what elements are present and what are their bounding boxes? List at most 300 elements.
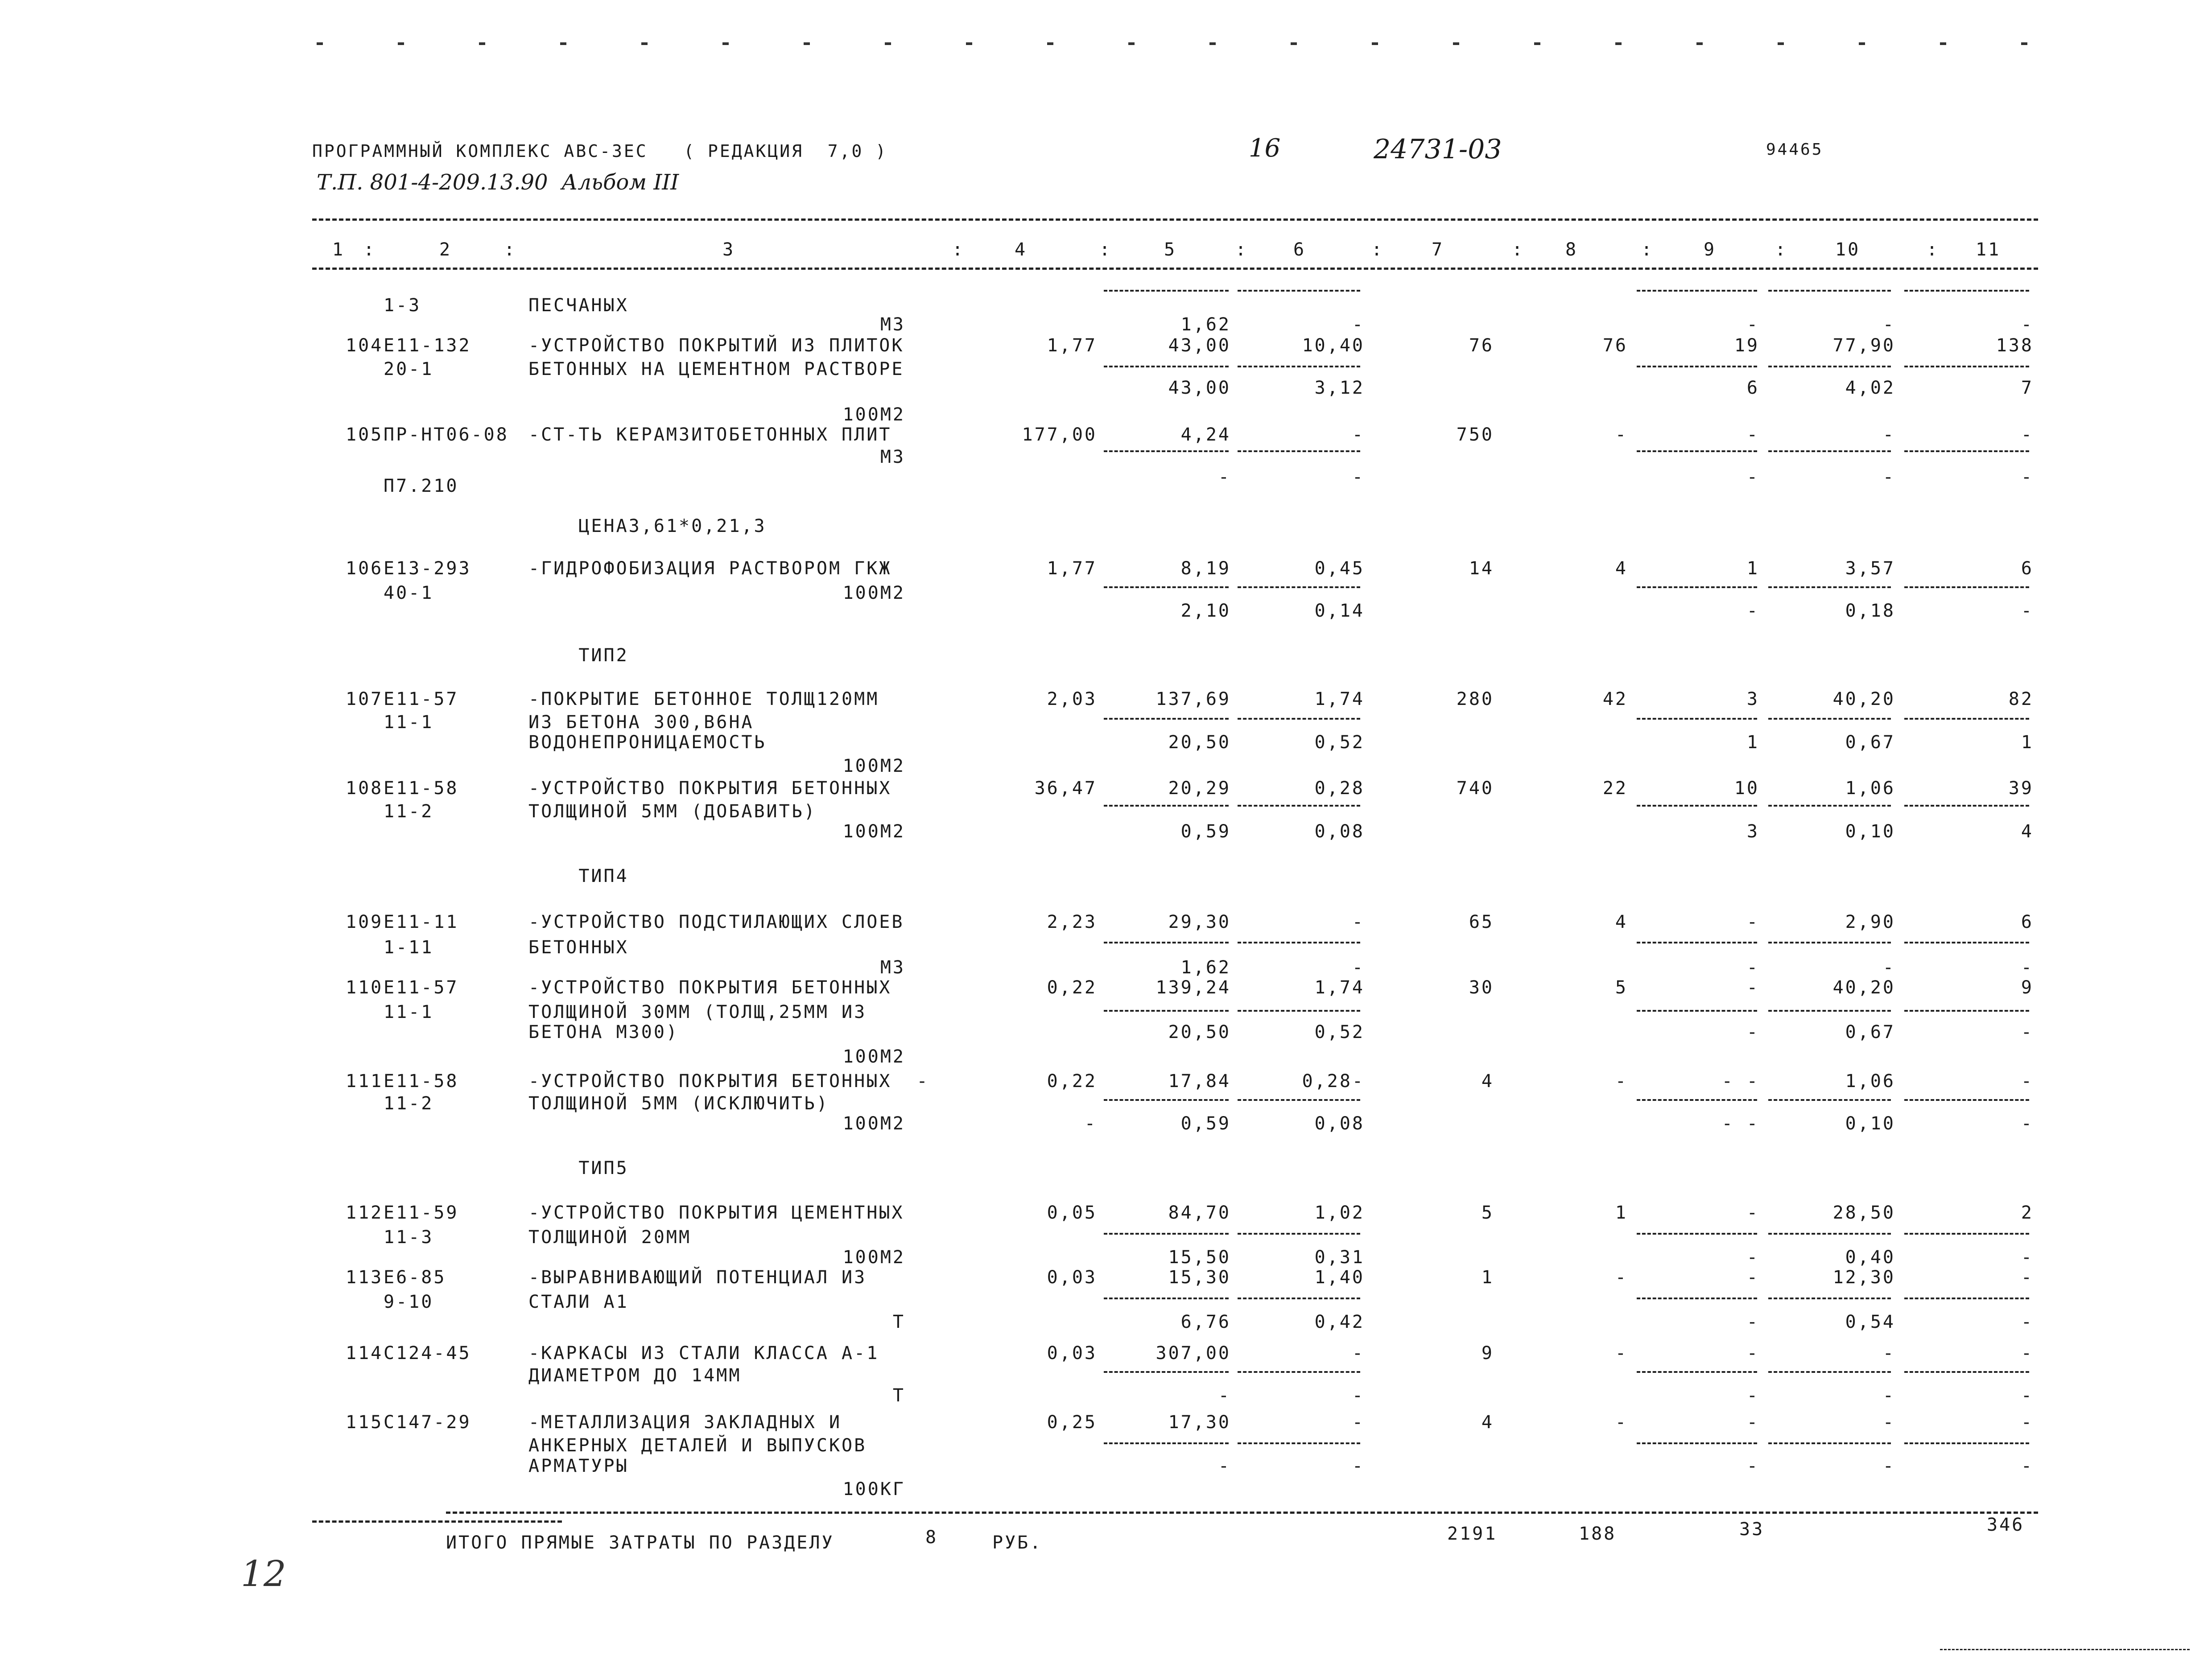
table-cell-col11: 2: [2021, 1203, 2034, 1223]
unit-cell: 100КГ: [842, 1479, 905, 1499]
table-cell-col3: ТОЛЩИНОЙ 20ММ: [528, 1227, 692, 1248]
table-cell-col10: 28,50: [1832, 1203, 1895, 1223]
table-cell-col8: 22: [1602, 778, 1628, 799]
column-separator: :: [1099, 239, 1112, 260]
cell-rule: [1768, 1233, 1891, 1235]
column-header: 3: [722, 239, 735, 260]
unit-cell: Т: [892, 1312, 905, 1332]
total-top-rule: [446, 1512, 2038, 1514]
table-cell-col9: 6: [1746, 378, 1759, 398]
table-cell-col6: -: [1352, 912, 1365, 932]
table-cell-col10: 40,20: [1832, 689, 1895, 709]
table-cell-col3: -ГИДРОФОБИЗАЦИЯ РАСТВОРОМ ГКЖ: [528, 558, 892, 579]
table-cell-col2: 1-11: [384, 937, 434, 958]
table-cell-col4: 1,77: [1047, 558, 1097, 579]
cell-rule: [1768, 1371, 1891, 1373]
table-cell-col11: 6: [2021, 912, 2034, 932]
unit-cell: 100М2: [842, 1247, 905, 1268]
table-cell-col5: 4,24: [1180, 424, 1231, 445]
table-cell-col9: 19: [1734, 335, 1759, 356]
table-cell-col11: -: [2021, 1022, 2034, 1042]
table-cell-col4: 2,03: [1047, 689, 1097, 709]
table-cell-col3: -УСТРОЙСТВО ПОДСТИЛАЮЩИХ СЛОЕВ: [528, 912, 904, 932]
cell-rule: [1637, 942, 1757, 943]
table-cell-col5: 1,62: [1180, 957, 1231, 978]
table-cell-col6: 0,42: [1314, 1312, 1365, 1332]
column-separator: :: [363, 239, 376, 260]
table-cell-col10: 0,10: [1845, 1113, 1895, 1134]
handwritten-reference: Т.П. 801-4-209.13.90 Альбом III: [317, 170, 679, 195]
scan-bottom-rule: [1940, 1649, 2190, 1650]
cell-rule: [1637, 366, 1757, 367]
table-cell-col5: 43,00: [1168, 378, 1231, 398]
cell-rule: [1904, 290, 2029, 292]
table-cell-col9: -: [1746, 1267, 1759, 1288]
cell-rule: [1238, 366, 1360, 367]
table-cell-col6: 0,28-: [1302, 1071, 1365, 1092]
table-cell-col11: -: [2021, 1343, 2034, 1364]
table-cell-col11: -: [2021, 467, 2034, 487]
cell-rule: [1768, 718, 1891, 720]
cell-rule: [1904, 1442, 2029, 1444]
table-cell-col5: 2,10: [1180, 601, 1231, 621]
cell-rule: [1768, 1442, 1891, 1444]
table-cell-col7: 4: [1481, 1071, 1494, 1092]
table-cell-col2: Е6-85: [384, 1267, 446, 1288]
table-cell-col3: БЕТОНА М300): [528, 1022, 679, 1042]
cell-rule: [1238, 1233, 1360, 1235]
column-header: 8: [1565, 239, 1578, 260]
table-cell-col7: 76: [1469, 335, 1494, 356]
cell-rule: [1104, 805, 1229, 807]
table-cell-col11: -: [2021, 601, 2034, 621]
table-cell-col4: 2,23: [1047, 912, 1097, 932]
table-cell-col9: 3: [1746, 821, 1759, 842]
table-cell-col10: -: [1882, 1456, 1895, 1476]
table-cell-col5: -: [1218, 467, 1231, 487]
table-cell-col4: 0,22: [1047, 977, 1097, 998]
cell-rule: [1238, 1371, 1360, 1373]
table-cell-col6: 3,12: [1314, 378, 1365, 398]
table-cell-col1: 114: [346, 1343, 384, 1364]
table-cell-col5: 15,30: [1168, 1267, 1231, 1288]
table-cell-col2: 11-2: [384, 1093, 434, 1114]
cell-rule: [1104, 942, 1229, 943]
table-cell-col2: Е11-58: [384, 778, 459, 799]
program-header: ПРОГРАММНЫЙ КОМПЛЕКС АВС-ЗЕС ( РЕДАКЦИЯ 7,0 ): [312, 141, 888, 161]
table-cell-col8: 1: [1615, 1203, 1628, 1223]
scan-mark: [1778, 42, 1784, 45]
cell-rule: [1768, 1099, 1891, 1101]
table-cell-col1: 109: [346, 912, 384, 932]
table-cell-col6: -: [1352, 467, 1365, 487]
table-cell-col3: -УСТРОЙСТВО ПОКРЫТИЯ БЕТОННЫХ: [528, 778, 892, 799]
table-cell-col10: 3,57: [1845, 558, 1895, 579]
column-separator: :: [1775, 239, 1788, 260]
table-cell-col2: Е11-57: [384, 689, 459, 709]
table-cell-col5: 29,30: [1168, 912, 1231, 932]
table-cell-col1: 107: [346, 689, 384, 709]
column-header: 1: [332, 239, 345, 260]
table-cell-col10: 12,30: [1832, 1267, 1895, 1288]
unit-cell: М3: [880, 447, 905, 467]
cell-rule: [1637, 1371, 1757, 1373]
table-cell-col5: 307,00: [1156, 1343, 1231, 1364]
cell-rule: [1904, 1233, 2029, 1235]
table-cell-col2: Е11-59: [384, 1203, 459, 1223]
table-cell-col9: 1: [1746, 732, 1759, 753]
column-separator: :: [1512, 239, 1525, 260]
table-cell-col10: -: [1882, 1412, 1895, 1433]
table-cell-col10: 77,90: [1832, 335, 1895, 356]
table-cell-col6: -: [1352, 1385, 1365, 1406]
table-cell-col5: 84,70: [1168, 1203, 1231, 1223]
table-cell-col4: 0,25: [1047, 1412, 1097, 1433]
table-cell-col3: ТОЛЩИНОЙ 5ММ (ДОБАВИТЬ): [528, 801, 817, 822]
cell-rule: [1104, 1010, 1229, 1012]
scan-mark: [1128, 42, 1135, 45]
table-cell-col6: 1,74: [1314, 977, 1365, 998]
table-cell-col4: 36,47: [1034, 778, 1097, 799]
column-separator: :: [952, 239, 965, 260]
table-cell-col9: -: [1746, 601, 1759, 621]
table-cell-col3: -КАРКАСЫ ИЗ СТАЛИ КЛАССА А-1: [528, 1343, 879, 1364]
table-cell-col9: -: [1746, 1343, 1759, 1364]
column-separator: :: [1641, 239, 1654, 260]
table-cell-col5: 137,69: [1156, 689, 1231, 709]
scan-mark: [804, 42, 810, 45]
table-cell-col3: АНКЕРНЫХ ДЕТАЛЕЙ И ВЫПУСКОВ: [528, 1435, 867, 1456]
table-cell-col5: 20,50: [1168, 732, 1231, 753]
table-cell-col2: П7.210: [384, 476, 459, 496]
table-cell-col4: 0,03: [1047, 1343, 1097, 1364]
table-cell-col10: 4,02: [1845, 378, 1895, 398]
table-cell-col11: 82: [2008, 689, 2034, 709]
scan-mark: [1534, 42, 1540, 45]
header-top-rule: [312, 218, 2038, 221]
scan-mark: [1453, 42, 1459, 45]
table-cell-col7: 5: [1481, 1203, 1494, 1223]
table-cell-col2: ПР-НТ06-08: [384, 424, 509, 445]
table-cell-col3: ВОДОНЕПРОНИЦАЕМОСТЬ: [528, 732, 767, 753]
header-bottom-rule: [312, 268, 2038, 270]
column-separator: :: [1927, 239, 1940, 260]
unit-cell: Т: [892, 1385, 905, 1406]
cell-rule: [1104, 366, 1229, 367]
table-cell-col6: -: [1352, 957, 1365, 978]
cell-rule: [1768, 366, 1891, 367]
table-cell-col10: -: [1882, 1385, 1895, 1406]
table-cell-col7: 750: [1456, 424, 1494, 445]
table-cell-col11: 39: [2008, 778, 2034, 799]
table-cell-col7: 740: [1456, 778, 1494, 799]
table-cell-col10: 40,20: [1832, 977, 1895, 998]
table-cell-col9: 10: [1734, 778, 1759, 799]
table-cell-col10: -: [1882, 467, 1895, 487]
table-cell-col11: -: [2021, 1247, 2034, 1268]
table-cell-col5: 8,19: [1180, 558, 1231, 579]
table-cell-col8: 4: [1615, 558, 1628, 579]
table-cell-col9: -: [1746, 1456, 1759, 1476]
table-cell-col6: 0,14: [1314, 601, 1365, 621]
table-cell-col3: -УСТРОЙСТВО ПОКРЫТИЙ ИЗ ПЛИТОК: [528, 335, 904, 356]
table-cell-col1: 113: [346, 1267, 384, 1288]
unit-cell: 100М2: [842, 756, 905, 776]
column-header: 7: [1432, 239, 1444, 260]
table-cell-col2: Е13-293: [384, 558, 471, 579]
table-cell-col6: 1,02: [1314, 1203, 1365, 1223]
table-cell-col7: 14: [1469, 558, 1494, 579]
column-header: 2: [439, 239, 452, 260]
table-cell-col3: ПЕСЧАНЫХ: [528, 295, 629, 316]
table-cell-col8: -: [1615, 1412, 1628, 1433]
cell-rule: [1104, 586, 1229, 588]
total-col9: 33: [1739, 1519, 1765, 1540]
cell-rule: [1238, 805, 1360, 807]
unit-cell: 100М2: [842, 1046, 905, 1067]
table-cell-col2: 11-2: [384, 801, 434, 822]
table-cell-col2: 9-10: [384, 1292, 434, 1312]
table-cell-col4: 177,00: [1022, 424, 1097, 445]
table-cell-col6: 1,74: [1314, 689, 1365, 709]
scan-mark: [398, 42, 404, 45]
table-cell-col5: 17,30: [1168, 1412, 1231, 1433]
table-cell-col1: 112: [346, 1203, 384, 1223]
table-cell-col3: -УСТРОЙСТВО ПОКРЫТИЯ БЕТОННЫХ: [528, 977, 892, 998]
table-cell-col9: -: [1746, 1312, 1759, 1332]
cell-rule: [1768, 942, 1891, 943]
table-cell-col11: -: [2021, 957, 2034, 978]
table-cell-col8: 4: [1615, 912, 1628, 932]
table-cell-col2: 11-3: [384, 1227, 434, 1248]
table-cell-col11: -: [2021, 1071, 2034, 1092]
table-cell-col2: Е11-58: [384, 1071, 459, 1092]
cell-rule: [1238, 1442, 1360, 1444]
table-cell-col10: -: [1882, 1343, 1895, 1364]
scan-mark: [1209, 42, 1216, 45]
cell-rule: [1904, 450, 2029, 452]
cell-rule: [1768, 1298, 1891, 1299]
table-cell-col7: 9: [1481, 1343, 1494, 1364]
table-cell-col3: ТИП2: [528, 645, 629, 666]
table-cell-col6: -: [1352, 314, 1365, 335]
table-cell-col8: -: [1615, 1343, 1628, 1364]
table-cell-col10: 0,18: [1845, 601, 1895, 621]
table-cell-col7: 4: [1481, 1412, 1494, 1433]
cell-rule: [1104, 1233, 1229, 1235]
table-cell-col9: -: [1746, 1203, 1759, 1223]
table-cell-col2: Е11-57: [384, 977, 459, 998]
table-cell-col1: 110: [346, 977, 384, 998]
cell-rule: [1637, 718, 1757, 720]
document-code: 24731-03: [1374, 134, 1502, 165]
scan-mark: [1859, 42, 1865, 45]
scan-mark: [1372, 42, 1378, 45]
cell-rule: [1104, 290, 1229, 292]
cell-rule: [1637, 290, 1757, 292]
table-cell-col7: 65: [1469, 912, 1494, 932]
table-cell-col3: ДИАМЕТРОМ ДО 14ММ: [528, 1365, 742, 1386]
table-cell-col2: 11-1: [384, 1002, 434, 1022]
table-cell-col3: -ВЫРАВНИВАЮЩИЙ ПОТЕНЦИАЛ ИЗ: [528, 1267, 867, 1288]
cell-rule: [1104, 1099, 1229, 1101]
table-cell-col7: 30: [1469, 977, 1494, 998]
cell-rule: [1637, 805, 1757, 807]
unit-cell: М3: [880, 314, 905, 335]
cell-rule: [1768, 1010, 1891, 1012]
cell-rule: [1104, 1371, 1229, 1373]
cell-rule: [1768, 586, 1891, 588]
table-cell-col9: - -: [1721, 1071, 1759, 1092]
table-cell-col2: 1-3: [384, 295, 421, 316]
cell-rule: [1238, 942, 1360, 943]
table-cell-col5: 6,76: [1180, 1312, 1231, 1332]
unit-cell: 100М2: [842, 583, 905, 603]
cell-rule: [1238, 1099, 1360, 1101]
table-cell-col10: 0,67: [1845, 732, 1895, 753]
scan-mark: [1291, 42, 1297, 45]
table-cell-col9: -: [1746, 912, 1759, 932]
table-cell-col1: 111: [346, 1071, 384, 1092]
corner-mark: 12: [241, 1553, 286, 1594]
table-cell-col2: Е11-132: [384, 335, 471, 356]
table-cell-col4: -: [1084, 1113, 1097, 1134]
column-header: 9: [1704, 239, 1717, 260]
table-cell-col9: -: [1746, 467, 1759, 487]
table-cell-col11: 4: [2021, 821, 2034, 842]
table-cell-col11: 9: [2021, 977, 2034, 998]
table-cell-col2: С124-45: [384, 1343, 471, 1364]
unit-cell: 100М2: [842, 404, 905, 425]
cell-rule: [1768, 805, 1891, 807]
table-cell-col6: 1,40: [1314, 1267, 1365, 1288]
cell-rule: [1768, 450, 1891, 452]
table-cell-col6: 0,31: [1314, 1247, 1365, 1268]
table-cell-col5: 15,50: [1168, 1247, 1231, 1268]
table-cell-col10: -: [1882, 957, 1895, 978]
table-cell-col8: -: [1615, 424, 1628, 445]
unit-cell: 100М2: [842, 1113, 905, 1134]
cell-rule: [1637, 1442, 1757, 1444]
table-cell-col8: 76: [1602, 335, 1628, 356]
table-cell-col1: 108: [346, 778, 384, 799]
table-cell-col2: 11-1: [384, 712, 434, 733]
table-cell-col1: 106: [346, 558, 384, 579]
cell-rule: [1238, 718, 1360, 720]
cell-rule: [1104, 718, 1229, 720]
cell-rule: [1238, 450, 1360, 452]
table-cell-col11: -: [2021, 314, 2034, 335]
table-cell-col9: -: [1746, 424, 1759, 445]
table-cell-col1: 104: [346, 335, 384, 356]
scan-mark: [885, 42, 891, 45]
table-cell-col9: -: [1746, 957, 1759, 978]
table-cell-col2: 20-1: [384, 359, 434, 379]
unit-cell: М3: [880, 957, 905, 978]
cell-rule: [1904, 366, 2029, 367]
table-cell-col10: 0,67: [1845, 1022, 1895, 1042]
table-cell-col8: 5: [1615, 977, 1628, 998]
table-cell-col5: 1,62: [1180, 314, 1231, 335]
table-cell-col1: 105: [346, 424, 384, 445]
table-cell-col9: -: [1746, 1247, 1759, 1268]
total-section: 8: [925, 1527, 938, 1548]
table-cell-col4: 0,22: [1047, 1071, 1097, 1092]
table-cell-col2: Е11-11: [384, 912, 459, 932]
table-cell-col3: БЕТОННЫХ НА ЦЕМЕНТНОМ РАСТВОРЕ: [528, 359, 904, 379]
table-cell-col6: 0,52: [1314, 732, 1365, 753]
table-cell-col9: 1: [1746, 558, 1759, 579]
cell-rule: [1238, 290, 1360, 292]
table-cell-col11: -: [2021, 1456, 2034, 1476]
scan-mark: [560, 42, 566, 45]
scan-mark: [2021, 42, 2027, 45]
table-cell-col3: ЦЕНА3,61*0,21,3: [528, 516, 767, 536]
cell-rule: [1104, 450, 1229, 452]
table-cell-col11: -: [2021, 1312, 2034, 1332]
table-cell-col5: -: [1218, 1456, 1231, 1476]
column-header: 11: [1976, 239, 2001, 260]
table-cell-col7: 280: [1456, 689, 1494, 709]
scan-mark: [1615, 42, 1622, 45]
cell-rule: [1238, 1298, 1360, 1299]
table-cell-col10: 0,40: [1845, 1247, 1895, 1268]
table-cell-col9: -: [1746, 977, 1759, 998]
table-cell-col5: 0,59: [1180, 1113, 1231, 1134]
column-header: 6: [1293, 239, 1306, 260]
cell-rule: [1637, 1010, 1757, 1012]
table-cell-col8: -: [1615, 1267, 1628, 1288]
total-label: ИТОГО ПРЯМЫЕ ЗАТРАТЫ ПО РАЗДЕЛУ: [446, 1532, 834, 1553]
table-cell-col10: 2,90: [1845, 912, 1895, 932]
table-cell-col10: -: [1882, 424, 1895, 445]
total-left-rule: [312, 1520, 562, 1523]
table-cell-col3: -МЕТАЛЛИЗАЦИЯ ЗАКЛАДНЫХ И: [528, 1412, 842, 1433]
total-col7: 2191: [1447, 1524, 1498, 1544]
table-cell-col10: 1,06: [1845, 1071, 1895, 1092]
table-cell-col5: 43,00: [1168, 335, 1231, 356]
cell-rule: [1637, 1099, 1757, 1101]
cell-rule: [1904, 1298, 2029, 1299]
table-cell-col9: -: [1746, 1022, 1759, 1042]
table-cell-col9: -: [1746, 1412, 1759, 1433]
table-cell-col3: ИЗ БЕТОНА 300,В6НА: [528, 712, 754, 733]
table-cell-col4: 1,77: [1047, 335, 1097, 356]
table-cell-col6: 0,08: [1314, 821, 1365, 842]
table-cell-col3: ТОЛЩИНОЙ 30ММ (ТОЛЩ,25ММ ИЗ: [528, 1002, 867, 1022]
table-cell-col5: 20,29: [1168, 778, 1231, 799]
cell-rule: [1104, 1298, 1229, 1299]
cell-rule: [1904, 718, 2029, 720]
column-header: 10: [1835, 239, 1861, 260]
table-cell-col11: -: [2021, 1412, 2034, 1433]
column-separator: :: [504, 239, 517, 260]
scan-mark: [722, 42, 729, 45]
table-cell-col3: СТАЛИ А1: [528, 1292, 629, 1312]
table-cell-col8: 42: [1602, 689, 1628, 709]
table-cell-col1: 115: [346, 1412, 384, 1433]
table-cell-col2: 40-1: [384, 583, 434, 603]
scan-mark: [1047, 42, 1053, 45]
table-cell-col9: -: [1746, 1385, 1759, 1406]
table-cell-col6: 0,52: [1314, 1022, 1365, 1042]
table-cell-col5: -: [1218, 1385, 1231, 1406]
cell-rule: [1904, 805, 2029, 807]
scan-mark: [1940, 42, 1946, 45]
table-cell-col6: -: [1352, 1343, 1365, 1364]
cell-rule: [1637, 1233, 1757, 1235]
table-cell-col3: БЕТОННЫХ: [528, 937, 629, 958]
